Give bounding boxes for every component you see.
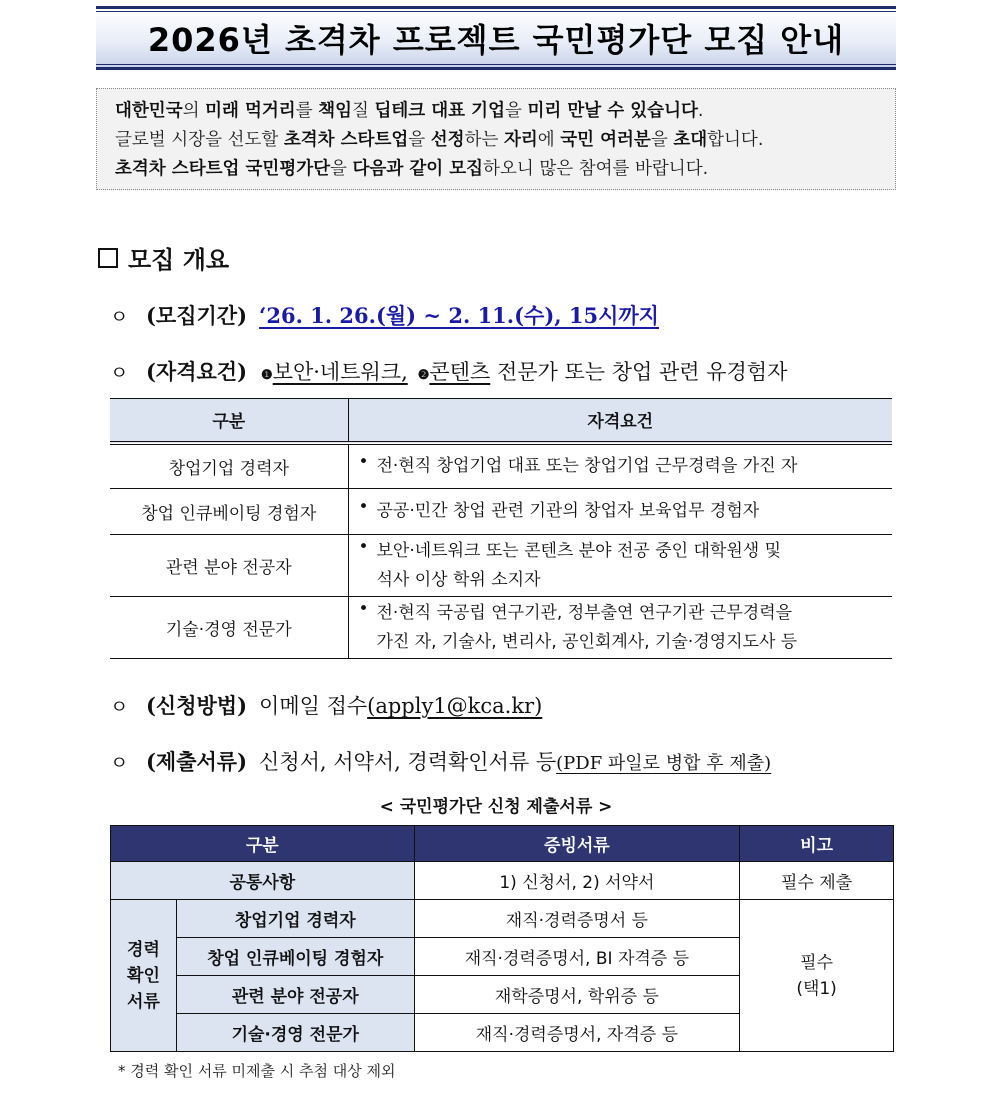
table-row [110, 597, 892, 659]
documents-label: (제출서류) [146, 749, 248, 774]
table-row [111, 862, 894, 900]
intro-line-2 [115, 126, 877, 155]
qual-requirement-line-2: 가진 자, 기술사, 변리사, 공인회계사, 기술·경영지도사 등 [376, 631, 798, 652]
common-docs: 1) 신청서, 2) 서약서 [414, 862, 740, 900]
circle-bullet-icon: ㅇ [110, 362, 129, 384]
table-row [111, 900, 894, 938]
group-note: 필수 (택1) [740, 900, 894, 1052]
table-header-row [111, 826, 894, 862]
doc-proof: 재직·경력증명서, BI 자격증 등 [414, 938, 740, 976]
doc-table-caption: < 국민평가단 신청 제출서류 > [379, 797, 613, 817]
intro-line-1 [115, 97, 877, 126]
square-bullet-icon [98, 248, 118, 268]
bullet-dot-icon: • [358, 497, 369, 517]
qual-category: 관련 분야 전공자 [110, 535, 348, 597]
apply-email-link[interactable]: (apply1@kca.kr) [367, 694, 543, 718]
group-label: 경력 확인 서류 [111, 900, 177, 1052]
intro-line-3 [115, 155, 877, 184]
qual-requirement-line-1: 전·현직 국공립 연구기관, 정부출연 연구기관 근무경력을 [376, 602, 793, 623]
intro-segment: 미리 만날 수 있습니다 [527, 101, 698, 121]
intro-segment: 을 [408, 130, 431, 150]
qual-category: 창업기업 경력자 [110, 443, 348, 489]
column-header: 구분 [111, 826, 415, 862]
eligibility-field-2: 콘텐츠 [429, 360, 491, 384]
intro-segment: 국민 여러분 [560, 130, 651, 150]
apply-label: (신청방법) [146, 693, 248, 718]
eligibility-rest: 전문가 또는 창업 관련 유경험자 [490, 360, 788, 384]
title-banner [96, 6, 896, 70]
intro-segment: 을 [330, 159, 353, 179]
documents-table [110, 825, 894, 1052]
intro-segment: 미래 먹거리 [205, 101, 296, 121]
intro-segment: 에 [537, 130, 561, 150]
footnote: * 경력 확인 서류 미제출 시 추첨 대상 제외 [118, 1062, 396, 1080]
doc-proof: 재학증명서, 학위증 등 [414, 976, 740, 1014]
doc-category: 기술·경영 전문가 [176, 1014, 414, 1052]
intro-segment: 을 [505, 101, 528, 121]
number-one-icon: ❶ [261, 368, 273, 383]
page-title: 2026년 초격차 프로젝트 국민평가단 모집 안내 [147, 21, 845, 59]
section-heading [98, 240, 229, 275]
table-row [110, 443, 892, 489]
circle-bullet-icon: ㅇ [110, 752, 129, 774]
bullet-dot-icon: • [358, 598, 369, 619]
intro-segment: 초격차 스타트업 [283, 130, 409, 150]
common-category: 공통사항 [111, 862, 415, 900]
column-header: 자격요건 [348, 399, 892, 443]
common-note: 필수 제출 [740, 862, 894, 900]
period-value: ‘26. 1. 26.(월) ~ 2. 11.(수), 15시까지 [259, 303, 659, 328]
intro-segment: 의 [182, 101, 206, 121]
qual-requirement-line-1: 보안·네트워크 또는 콘텐츠 분야 전공 중인 대학원생 및 [376, 540, 782, 561]
apply-text: 이메일 접수 [259, 694, 368, 718]
qual-requirement-line-2: 석사 이상 학위 소지자 [376, 569, 541, 590]
intro-segment: 하오니 많은 참여를 바랍니다. [483, 159, 709, 179]
intro-segment: 자리 [503, 130, 538, 150]
intro-segment: 선정 [430, 130, 465, 150]
eligibility-label: (자격요건) [146, 359, 248, 384]
qual-requirement: 공공·민간 창업 관련 기관의 창업자 보육업무 경험자 [376, 501, 760, 521]
period-row [110, 300, 659, 330]
qualification-table [110, 398, 892, 659]
intro-segment: . [697, 101, 704, 121]
documents-text: 신청서, 서약서, 경력확인서류 등 [259, 750, 557, 774]
eligibility-field-1: 보안·네트워크, [272, 360, 408, 384]
eligibility-row [110, 356, 787, 386]
circle-bullet-icon: ㅇ [110, 696, 129, 718]
intro-segment: 글로벌 시장을 선도할 [115, 130, 284, 150]
column-header: 비고 [740, 826, 894, 862]
period-label: (모집기간) [146, 303, 248, 328]
intro-segment: 대한민국 [115, 101, 183, 121]
intro-segment: 을 [650, 130, 674, 150]
number-two-icon: ❷ [417, 368, 430, 383]
qual-requirement: 전·현직 창업기업 대표 또는 창업기업 근무경력을 가진 자 [376, 455, 798, 476]
circle-bullet-icon: ㅇ [110, 306, 129, 328]
intro-segment: 딥테크 대표 기업 [374, 101, 505, 121]
doc-category: 창업기업 경력자 [176, 900, 414, 938]
intro-segment: 질 [352, 101, 375, 121]
section-heading-text: 모집 개요 [128, 246, 230, 274]
intro-segment: 를 [295, 101, 319, 121]
table-header-row [110, 399, 892, 443]
qual-category: 창업 인큐베이팅 경험자 [110, 489, 348, 535]
table-row [110, 489, 892, 535]
doc-category: 관련 분야 전공자 [176, 976, 414, 1014]
intro-segment: 합니다. [707, 130, 764, 150]
doc-proof: 재직·경력증명서, 자격증 등 [414, 1014, 740, 1052]
apply-row [110, 690, 542, 720]
column-header: 구분 [110, 399, 348, 443]
bullet-dot-icon: • [358, 536, 369, 557]
doc-proof: 재직·경력증명서 등 [414, 900, 740, 938]
doc-category: 창업 인큐베이팅 경험자 [176, 938, 414, 976]
bullet-dot-icon: • [358, 451, 369, 472]
intro-segment: 초대 [673, 130, 708, 150]
intro-segment: 하는 [464, 130, 504, 150]
intro-segment: 책임 [318, 101, 352, 121]
documents-row [110, 746, 771, 776]
intro-box [96, 88, 896, 190]
table-row [110, 535, 892, 597]
qual-category: 기술·경영 전문가 [110, 597, 348, 659]
intro-segment: 초격차 스타트업 국민평가단 [115, 159, 331, 179]
intro-segment: 다음과 같이 모집 [352, 159, 484, 179]
documents-note: (PDF 파일로 병합 후 제출) [556, 753, 772, 774]
column-header: 증빙서류 [414, 826, 740, 862]
